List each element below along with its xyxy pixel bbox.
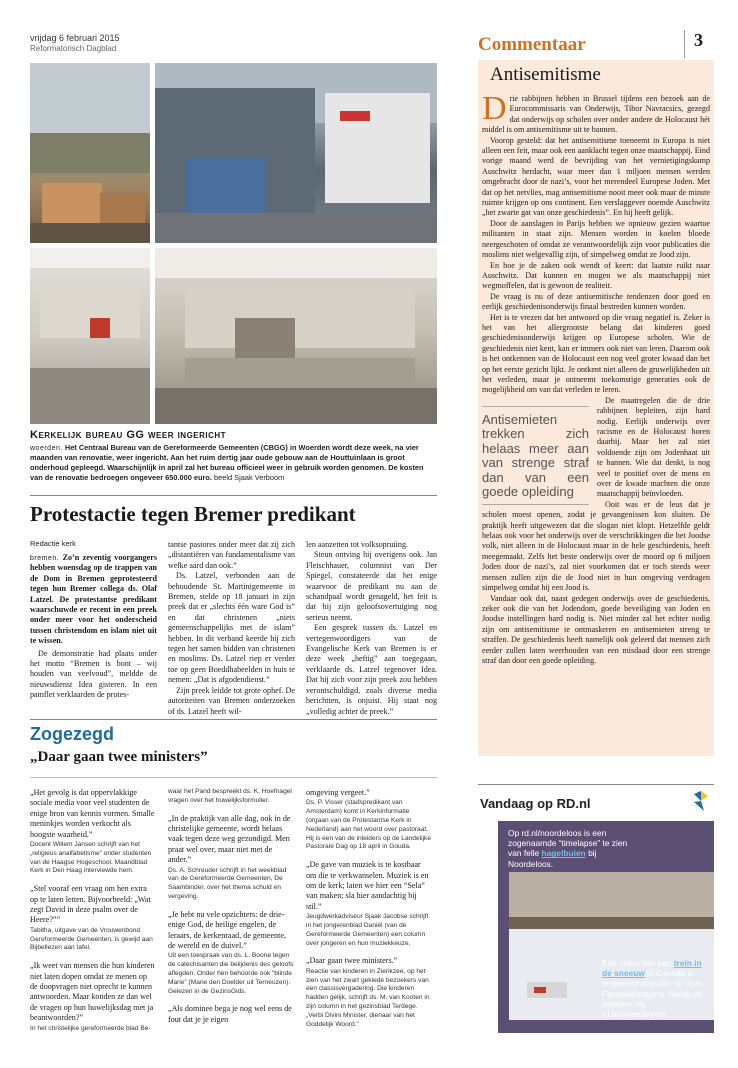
divider — [30, 777, 437, 778]
article-column-2 — [168, 540, 295, 717]
article-paragraph: len aanzetten tot volksopruiing. — [306, 540, 409, 549]
quote-source: Ds. A. Schreuder schrijft in het weekblad van de Gereformeerde Gemeenten, De Saambinder, over het thema schuld en vergeving. — [168, 866, 287, 901]
quote-source: In het christelijke gereformeerde blad Be- — [30, 1024, 151, 1032]
commentary-paragraph: Door de aanslagen in Parijs hebben we opnieuw gezien waartoe militanten in staat zijn. Mensen worden in koelen bloede neergeschoten of omdat ze verantwoordelijk zijn voor publicaties die moslims niet welgevallig zijn, of simpelweg omdat ze Jood zijn. — [482, 218, 710, 260]
photo-caption-title: Kerkelijk bureau GG weer ingericht — [30, 429, 227, 441]
quote-source: Reactie van kinderen in Zierikzee, op het zien van het zwart geklede bezoekers van een classisvergadering. Die kinderen hadden gelijk, schrijft ds. M. van Kooten in zijn column in het gezinsblad Terdege. „Verbi Divini Minister, dienaar van het Goddelijk Woord.” — [306, 967, 430, 1028]
trein-in-de-sneeuw-link[interactable]: trein in de sneeuw — [602, 958, 702, 979]
quote-text: „Daar gaan twee ministers.” — [306, 956, 398, 966]
photo-caption-text — [30, 443, 437, 483]
commentary-paragraph: Het is te vrezen dat het antwoord op die vraag negatief is. Zeker is het van het allergrootste belang dat kinderen goed geschiedenisonderwijs krijgen op Europese scholen. Wie de geschiedenis niet kent, kan er immers ook niet van leren. Daarom ook is het ontkennen van de Holocaust een nog veel groter kwaad dan het op het eerste gezicht lijkt. Je ontkent niet alleen de gruwelijkheden uit het verleden, maar je ontneemt toekomstige generaties ook de mogelijkheid om van dat verleden te leren. — [482, 312, 710, 395]
newspaper-name: Reformatorisch Dagblad — [30, 44, 117, 53]
drop-cap: D — [482, 90, 507, 127]
quote-source: Docent Willem Jansen schrijft van het „religieus analfabetisme” onder studenten van de Haagse Hogeschool. Maandblad Kerk in Den Haag interviewde hem. — [30, 841, 152, 875]
promo-text: bij Noordeloos. — [508, 848, 597, 869]
photo-office-people-gathering — [155, 248, 437, 424]
pull-quote: Antisemieten trekken zich helaas meer aan van strenge straf dan van een goede opleiding — [482, 406, 589, 505]
quote-source: Ds. P. Visser (stadspredikant van Amsterdam) komt in Kerkinformatie (orgaan van de Protestantse Kerk in Nederland) aan het woord over pastoraat. Hij is een van de inleiders op de Landelijke Pastorale Dag op 18 april in Gouda. — [306, 799, 431, 851]
article-column-3 — [306, 540, 437, 717]
promo-text: Op rd.nl/noordeloos is een zogenaamde “timelapse” te zien van felle — [508, 828, 628, 859]
article-paragraph: De demonstratie had plaats onder het motto “Bremen is bont – wij houden van veelvoud”, meldde de nieuwsdienst Idea gisteren. In een pamflet verklaarden de protes- — [30, 648, 157, 700]
commentary-paragraph: En hoe je de zaken ook wendt of keert: dat laatste ruikt naar Auschwitz. Dat kunnen en mogen we als maatschappij niet wegmoffelen, dat is gewoon de realiteit. — [482, 260, 710, 291]
commentary-paragraph: De vraag is nu of deze antisemitische tendenzen door goed en eerlijk geschiedenisonderwijs finaal bestreden kunnen worden. — [482, 291, 710, 312]
quote-text: „De gave van muziek is te kostbaar om die te verkwanselen. Muziek is en om de kerk; laten we hier een “Sela” van maken; sla hier aandachtig bij stil.” — [306, 860, 429, 911]
rd-logo-icon — [690, 790, 712, 812]
commentary-title: Antisemitisme — [490, 64, 601, 85]
promo-text: in Canada is ongekend populair op onze Facebookpagina. Bekijk de beelden via rd.nl/sneeuwtrein. — [602, 968, 704, 1020]
issue-date: vrijdag 6 februari 2015 — [30, 33, 120, 43]
divider — [30, 495, 437, 496]
caption-location: woerden. — [30, 445, 63, 452]
quote-source: Tabitha, uitgave van de Vrouwenbond Gereformeerde Gemeenten, is gewijd aan Bijbellezen aan tafel. — [30, 926, 153, 952]
article-column-1 — [30, 553, 157, 701]
photo-moving-truck — [155, 63, 437, 243]
zogezegd-subtitle: „Daar gaan twee ministers” — [30, 749, 208, 765]
caption-credit: beeld Sjaak Verboom — [214, 473, 285, 482]
rd-promo-text-2 — [602, 958, 710, 1019]
article-byline: Redactie kerk — [30, 539, 76, 548]
section-title: Commentaar — [478, 34, 586, 55]
article-paragraph: Steun ontving hij overigens ook. Jan Fleischhauer, columnist van Der Spiegel, constateerde dat het enige waarvoor de predikant nu aan de schandpaal wordt genageld, het feit is dat hij zijn geloofsovertuiging nog serieus neemt. — [306, 550, 437, 622]
article-paragraph: Een gesprek tussen ds. Latzel en vertegenwoordigers van de Evangelische Kerk van Bremen is er deze week „heftig” aan toegegaan, verklaarde ds. Latzel tegenover Idea. Dat hij zich voor zijn preek zou hebben verontschuldigd, zoals diverse media berichtten, is onjuist. Hij staat nog „volledig achter de preek.” — [306, 623, 437, 716]
quote-text: „Het gevolg is dat oppervlakkige sociale media voor veel studenten de enige bron van kennis vormen. Smalle meninkjes worden verkocht als hoogste waarheid.” — [30, 788, 155, 839]
quote-text: „In de praktijk van alle dag, ook in de christelijke gemeente, wordt helaas vaak tegen deze weg gezondigd. Men praat wel over, maar niet met de ander.” — [168, 813, 291, 865]
commentary-paragraph: rie rabbijnen hebben in Brussel tijdens een bezoek aan de Eurocommissaris van Onderwijs, Tibor Navracsics, gezegd dat onderwijs op scholen over onder andere de Holocaust hét middel is om antisemitisme uit te bannen. — [482, 94, 710, 135]
quote-text: „Ik weet van mensen die hun kinderen niet laten dopen omdat ze menen op de doopvragen niet oprecht te kunnen antwoorden. Maar konden ze dan wel de vragen op hun huwelijksdag met ja beantwoorden?” — [30, 961, 155, 1023]
quote-source: waar het Pand bespreekt ds. K. Hoefnagel vragen over het huwelijksformulier. — [168, 788, 292, 804]
article-lead: Zo’n zeventig voorgangers hebben woensdag op de trappen van de Dom in Bremen geprotesteerd tegen hun Bremer collega ds. Olaf Latzel. De protestantse predikant waarschuwde er recent in een preek onder meer voor het onderscheid tussen christendom en islam niet uit te wissen. — [30, 553, 158, 646]
hagelbuien-link[interactable]: hagelbuien — [541, 848, 586, 859]
commentary-paragraph: De maatregelen die de drie rabbijnen bepleiten, zijn hard nodig. Eerlijk onderwijs over racisme en de Holocaust horen daarbij. Maar het zal niet voldoende zijn om Jodenhaat uit te bannen. Wie dat denkt, is nog veel te positief over de mens en over de kwade machten die onze maatschappij beïnvloeden. — [597, 395, 710, 499]
commentary-paragraph: Ooit was er de leus dat je scholen moest openen, zodat je gevangenissen kon sluiten. De praktijk heeft uitgewezen dat die slogan niet klopt. Hetzelfde geldt helaas ook voor het onderwijs over de verschrikkingen die het Joodse volk, niet alleen in de Holocaust maar in de hele geschiedenis, heeft meegemaakt. Zelfs het beste onderwijs over de moord op 6 miljoen Joden door de nazi’s, zal niet voorkomen dat er toch steeds weer mensen zullen zijn die de Jood niet in hun omgeving verdragen simpelweg omdat hij een Jood is. — [482, 499, 710, 593]
quote-text: omgeving vergeet.” — [306, 788, 370, 797]
article-headline: Protestactie tegen Bremer predikant — [30, 502, 356, 526]
article-paragraph: Zijn preek leidde tot grote ophef. De autoriteiten van Bremen onderzoeken of ds. Latzel heeft wil- — [168, 685, 295, 716]
photo-empty-office — [30, 248, 150, 424]
divider — [478, 784, 714, 785]
quote-source: Uit een toespraak van ds. L. Boone tegen de catechisanten die belijdenis des geloofs aflegden. Onder hen behoorde ook “blinde Marie” (Marie den Doelder uit Terneuzen). Gelezen in de GezinsGids. — [168, 952, 294, 995]
commentary-paragraph: Vandaar ook dat, naast gedegen onderwijs over de geschiedenis, zeker ook die van het Jodendom, goede beveiliging van Joden en Joodse instellingen hard nodig is. Niet minder zal het echter nodig zijn om antisemitisme te ontmaskeren en antisemieten streng te straffen. De geschiedenis heeft namelijk ook geleerd dat mensen zich eerder zullen laten weerhouden van een misdaad door een strenge straf dan door een goede opleiding. — [482, 593, 710, 665]
article-paragraph: Ds. Latzel, verbonden aan de behoudende St. Martinigemeente in Bremen, stelde op 18 januari in zijn preek dat er „slechts één ware God is” en dat christenen „niets gemeenschappelijks met de islam” hebben. In dit verband keerde hij zich tegen het samen bidden van christenen en moslims. Ds. Latzel riep er verder toe op geen Boeddhabeelden in huis te nemen: „Dat is afgodendienst.” — [168, 571, 295, 685]
commentary-paragraph: Voorop gesteld: dat het antisemitisme toeneemt in Europa is niet alleen een feit, maar ook een aanklacht tegen onze maatschappij. Eind vorige maand werd de bevrijding van het vernietigingskamp Auschwitz herdacht, waar meer dan 1 miljoen mensen werden omgebracht door de nazi’s, voor het merendeel Europese Joden. Met dat op het netvlies, mag antisemitisme nooit meer ook maar de minste ruimte krijgen op ons continent. Een verslaggever noemde Auschwitz „het zwarte gat van onze geschiedenis”. En hij heeft gelijk. — [482, 135, 710, 218]
zogezegd-column-3 — [306, 788, 432, 1037]
page-number: 3 — [684, 30, 714, 58]
quote-text: „Als dominee bega je nog wel eens de fout dat je je eigen — [168, 1004, 292, 1024]
rd-promo-text-1 — [508, 828, 638, 869]
divider — [30, 719, 437, 720]
quote-source: Jeugdwerkadviseur Sjaak Jacobse schrijft in het jongerenblad Daniël (van de Gereformeerde Gemeenten) een column over jongeren en hun muziekkeuze. — [306, 913, 429, 947]
commentary-body — [482, 90, 710, 666]
quote-text: „Je hebt nu vele opzichters: de drie-enige God, de heilige engelen, de leraars, de kerkenraad, de gemeente, de wereld en de duivel.” — [168, 909, 286, 951]
rd-box-title: Vandaag op RD.nl — [480, 796, 591, 811]
article-dateline: bremen. — [30, 555, 60, 562]
zogezegd-column-1 — [30, 788, 156, 1041]
quote-text: „Stel vooraf een vraag om hen extra op te laten letten. Bijvoorbeeld: „Wat zegt David in deze psalm over de Heere?”” — [30, 884, 151, 925]
promo-text: Een video van een — [602, 958, 672, 968]
photo-office-renovation-pallets — [30, 63, 150, 243]
zogezegd-title: Zogezegd — [30, 724, 114, 744]
caption-body: Het Centraal Bureau van de Gereformeerde Gemeenten (CBGG) in Woerden wordt deze week, na vier maanden van renovatie, weer ingericht. Aan het ruim dertig jaar oude gebouw aan de Houttuinlaan is groot onderhoud gepleegd. Waarschijnlijk in april zal het bureau officieel weer in gebruik worden genomen. De kosten van de renovatie bedroegen ongeveer 650.000 euro. — [30, 443, 424, 482]
zogezegd-column-2 — [168, 788, 294, 1026]
article-paragraph: tantse pastores onder meer dat zij zich „distantiëren van fundamentalisme van welke aard dan ook.” — [168, 540, 295, 570]
